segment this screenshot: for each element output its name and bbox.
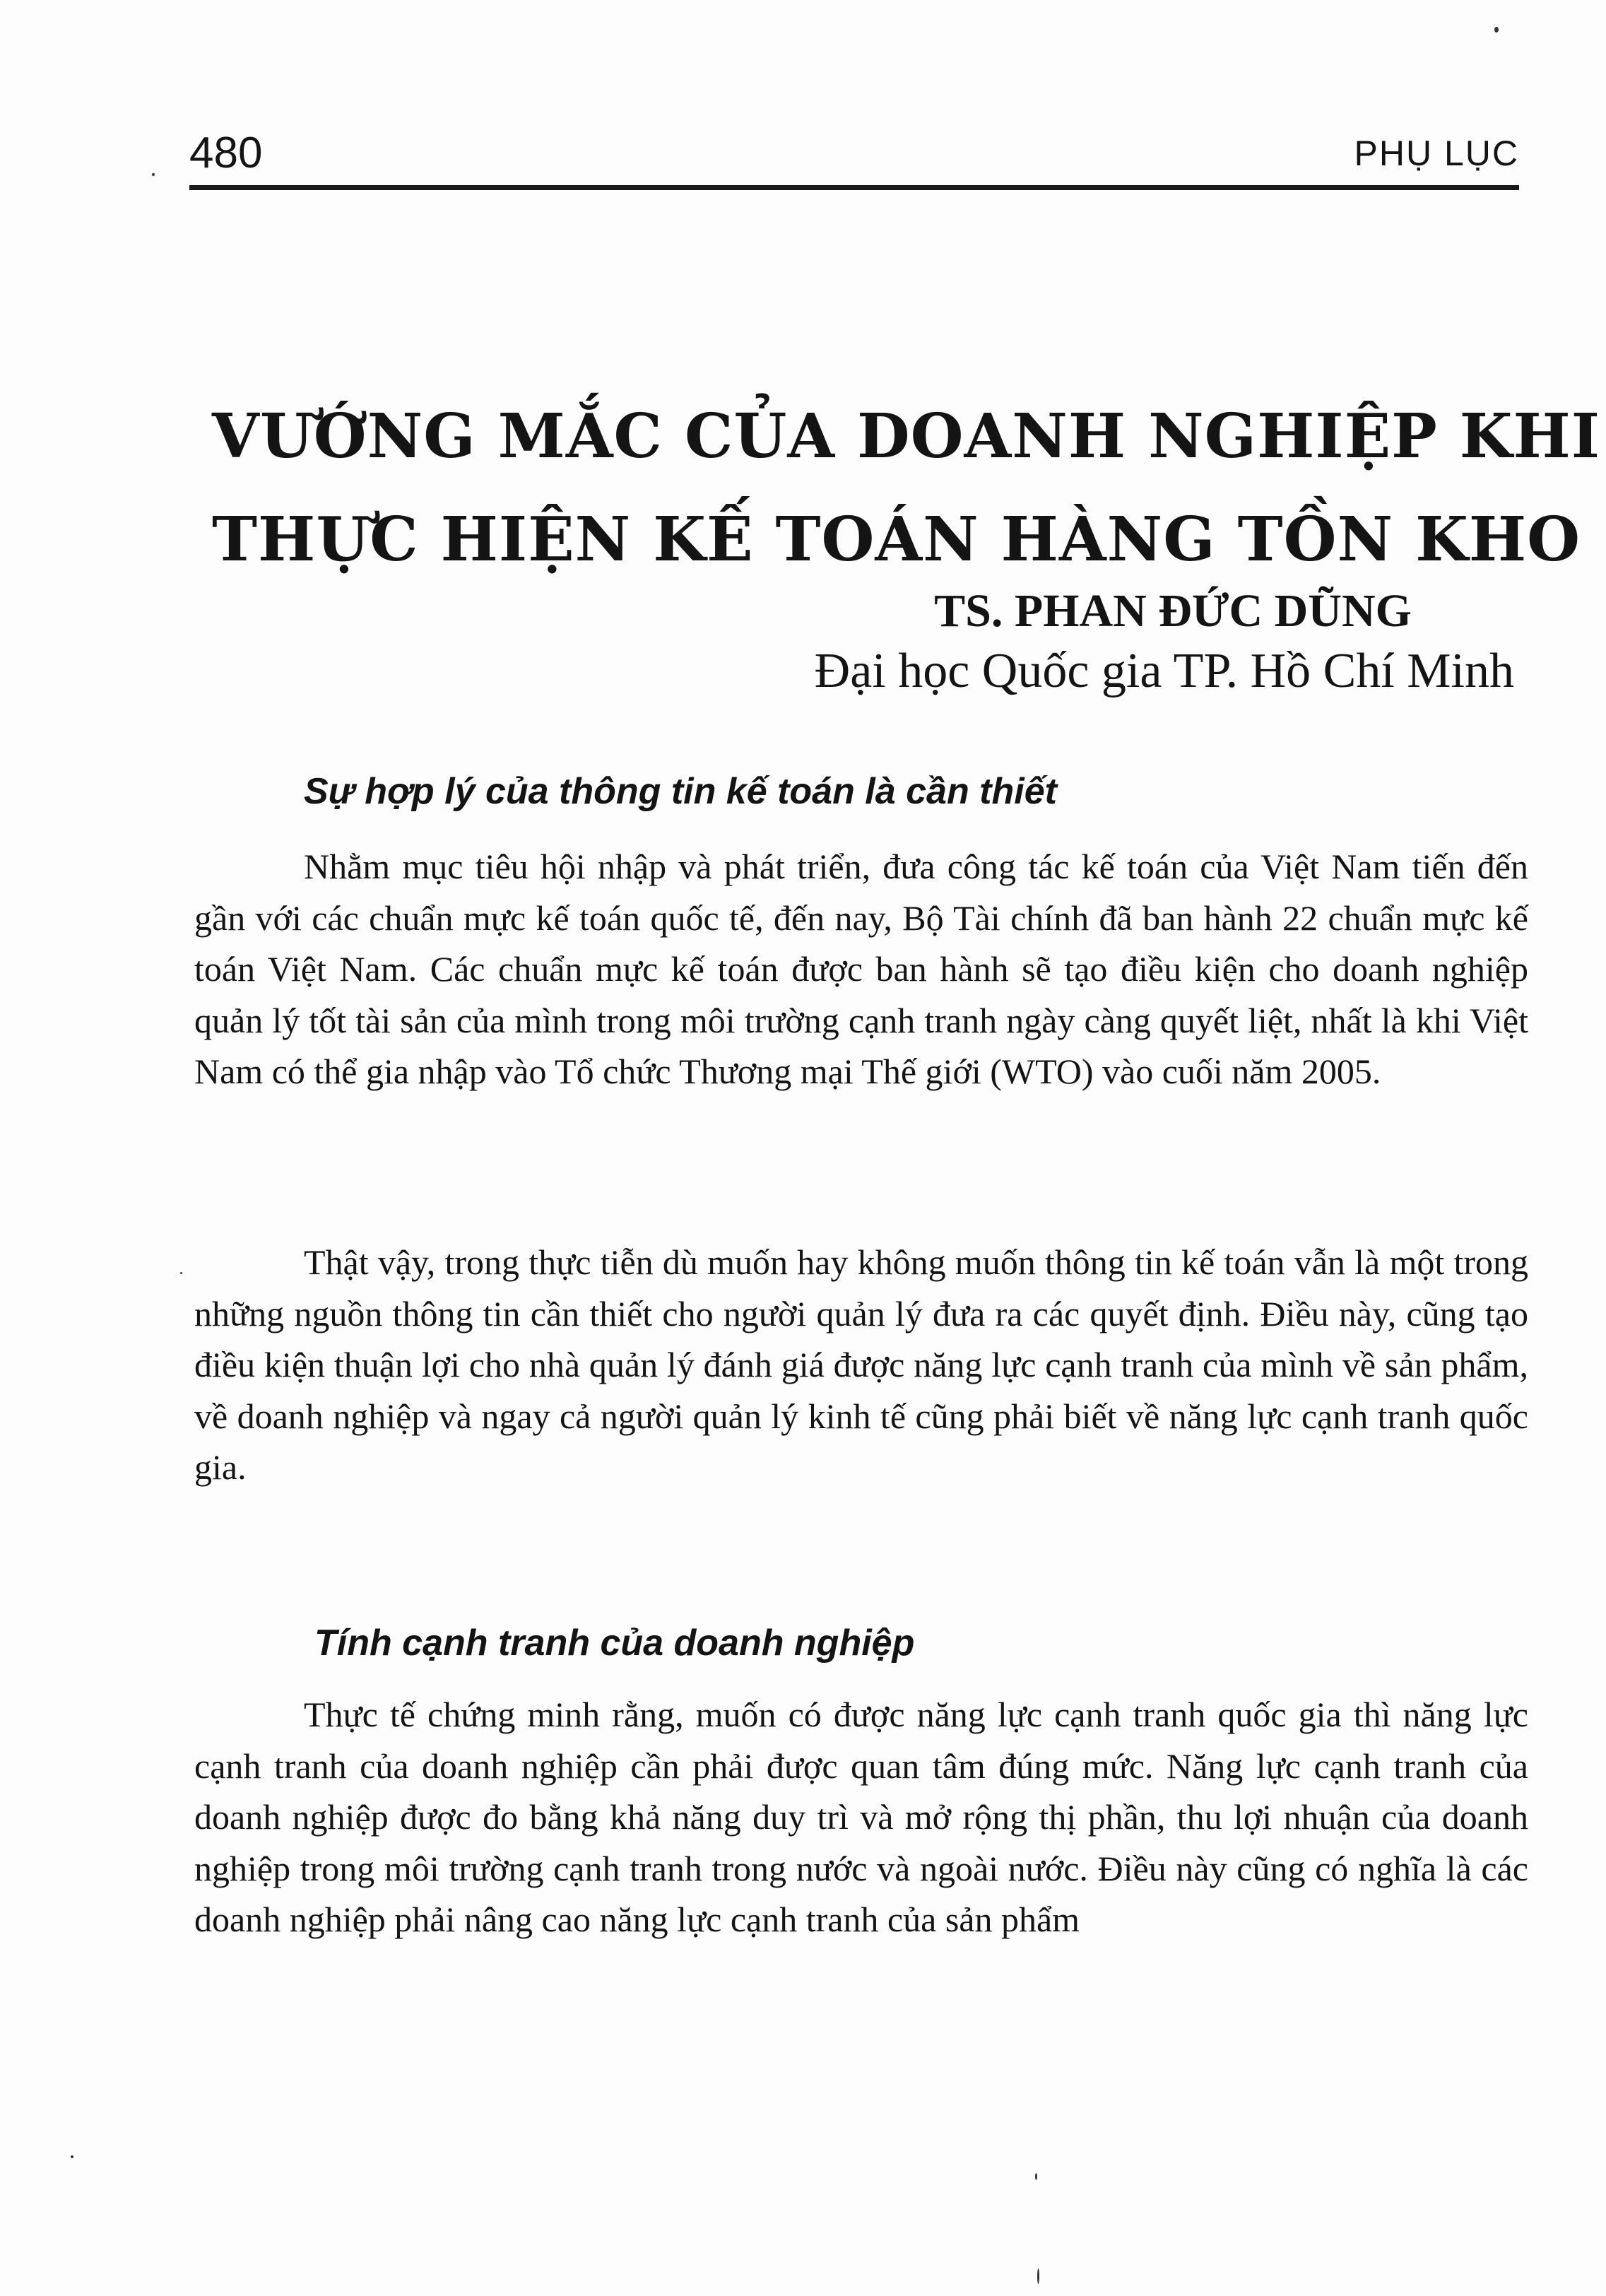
scan-speck [1037,2268,1039,2284]
page-header [189,122,1519,185]
scan-speck [71,2155,73,2158]
scan-speck [1035,2173,1037,2180]
title-line-1: VƯỚNG MẮC CỦA DOANH NGHIỆP KHI [212,401,1600,472]
paragraph-2: Thật vậy, trong thực tiễn dù muốn hay không muốn thông tin kế toán vẫn là một trong những nguồn thông tin cần thiết cho người quản lý đưa ra các quyết định. Điều này, cũng tạo điều kiện thuận lợi cho nhà quản lý đánh giá được năng lực cạnh tranh của mình về sản phẩm, về doanh nghiệp và ngay cả người quản lý kinh tế cũng phải biết về năng lực cạnh tranh quốc gia. [194,1242,1528,1487]
scan-speck [1494,27,1499,33]
section-heading-2: Tính cạnh tranh của doanh nghiệp [314,1623,915,1664]
scan-speck [152,173,155,176]
scan-speck [180,1272,182,1274]
paragraph-3: Thực tế chứng minh rằng, muốn có được năng lực cạnh tranh quốc gia thì năng lực cạnh tranh của doanh nghiệp cần phải được quan tâm đúng mức. Năng lực cạnh tranh của doanh nghiệp được đo bằng khả năng duy trì và mở rộng thị phần, thu lợi nhuận của doanh nghiệp trong môi trường cạnh tranh trong nước và ngoài nước. Điều này cũng có nghĩa là các doanh nghiệp phải nâng cao năng lực cạnh tranh của sản phẩm [194,1695,1528,1939]
article-title [212,385,1600,591]
page-number: 480 [189,129,263,177]
title-line-2: THỰC HIỆN KẾ TOÁN HÀNG TỒN KHO [212,504,1581,575]
paragraph-1: Nhằm mục tiêu hội nhập và phát triển, đưa công tác kế toán của Việt Nam tiến đến gần với các chuẩn mực kế toán quốc tế, đến nay, Bộ Tài chính đã ban hành 22 chuẩn mực kế toán Việt Nam. Các chuẩn mực kế toán được ban hành sẽ tạo điều kiện cho doanh nghiệp quản lý tốt tài sản của mình trong môi trường cạnh tranh ngày càng quyết liệt, nhất là khi Việt Nam có thể gia nhập vào Tổ chức Thương mại Thế giới (WTO) vào cuối năm 2005. [194,847,1528,1091]
section-heading-1: Sự hợp lý của thông tin kế toán là cần thiết [304,771,1057,812]
author-affiliation: Đại học Quốc gia TP. Hồ Chí Minh [814,644,1514,698]
running-head: PHỤ LỤC [1354,134,1519,173]
author-name: TS. PHAN ĐỨC DŨNG [934,585,1412,637]
header-rule [189,185,1519,190]
